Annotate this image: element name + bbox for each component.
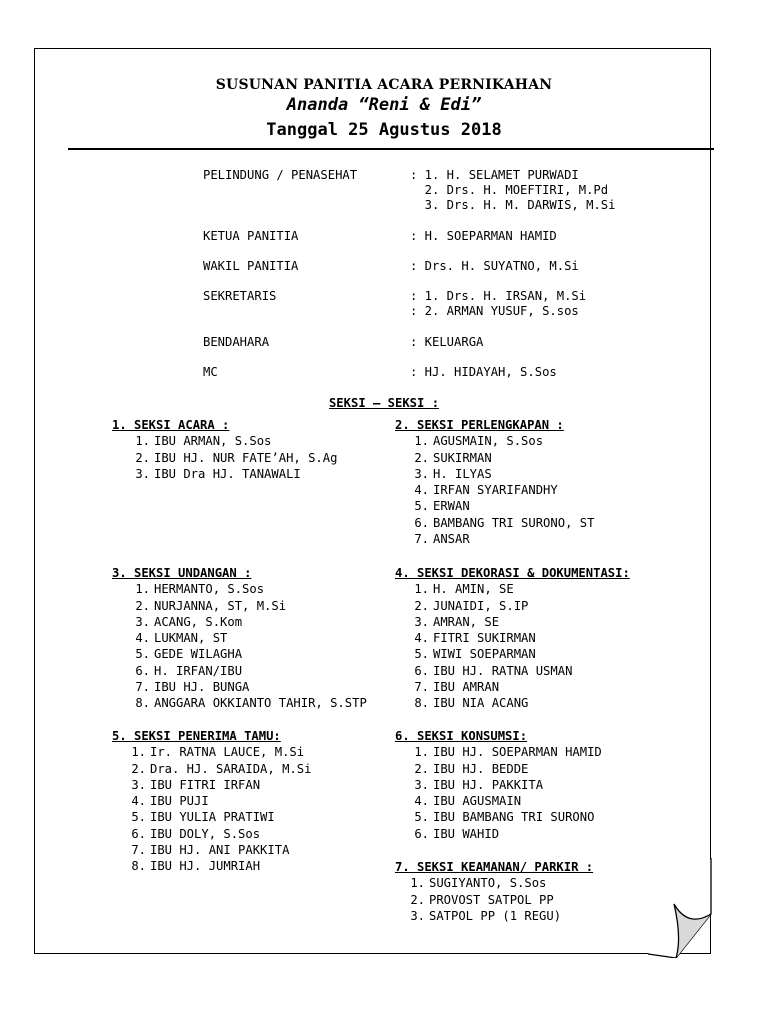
item-number: 8. xyxy=(135,696,150,711)
member-name: IRFAN SYARIFANDHY xyxy=(433,483,558,498)
list-item xyxy=(409,679,630,695)
item-number: 3. xyxy=(135,466,150,481)
member-name: JUNAIDI, S.IP xyxy=(433,598,529,613)
list-item xyxy=(130,695,367,711)
member-name: IBU DOLY, S.Sos xyxy=(150,826,261,841)
list-item xyxy=(409,646,630,662)
item-number: 1. xyxy=(414,582,429,597)
item-number: 8. xyxy=(414,696,429,711)
item-number: 5. xyxy=(135,647,150,662)
item-number: 6. xyxy=(414,826,429,841)
section-konsumsi xyxy=(395,728,602,842)
list-item xyxy=(126,826,311,842)
item-number: 5. xyxy=(414,647,429,662)
item-number: 3. xyxy=(135,614,150,629)
list-item xyxy=(409,793,602,809)
member-name: NURJANNA, ST, M.Si xyxy=(154,598,287,613)
member-name: ERWAN xyxy=(433,499,470,514)
item-number: 5. xyxy=(414,499,429,514)
member-name: ANGGARA OKKIANTO TAHIR, S.STP xyxy=(154,696,367,711)
item-number: 2. xyxy=(414,450,429,465)
officer-value: : 2. ARMAN YUSUF, S.sos xyxy=(410,304,579,318)
list-item xyxy=(126,858,311,874)
list-item xyxy=(130,433,337,449)
member-name: IBU BAMBANG TRI SURONO xyxy=(433,810,595,825)
item-number: 2. xyxy=(414,761,429,776)
member-list xyxy=(409,433,594,547)
list-item xyxy=(409,450,594,466)
member-name: GEDE WILAGHA xyxy=(154,647,243,662)
item-number: 3. xyxy=(414,614,429,629)
section-title: 5. SEKSI PENERIMA TAMU: xyxy=(112,729,281,743)
member-name: Ir. RATNA LAUCE, M.Si xyxy=(150,745,305,760)
item-number: 4. xyxy=(135,631,150,646)
list-item xyxy=(405,908,593,924)
member-name: IBU NIA ACANG xyxy=(433,696,529,711)
member-name: IBU AGUSMAIN xyxy=(433,794,522,809)
item-number: 6. xyxy=(135,663,150,678)
member-name: SUKIRMAN xyxy=(433,450,492,465)
section-title: 7. SEKSI KEAMANAN/ PARKIR : xyxy=(395,860,594,874)
list-item xyxy=(409,466,594,482)
item-number: 7. xyxy=(135,680,150,695)
list-item xyxy=(409,809,602,825)
section-title: 2. SEKSI PERLENGKAPAN : xyxy=(395,418,564,432)
officer-label: KETUA PANITIA xyxy=(203,229,299,243)
member-name: IBU FITRI IRFAN xyxy=(150,777,261,792)
item-number: 4. xyxy=(414,794,429,809)
item-number: 2. xyxy=(131,761,146,776)
member-name: AGUSMAIN, S.Sos xyxy=(433,434,544,449)
member-name: IBU PUJI xyxy=(150,794,209,809)
list-item xyxy=(409,761,602,777)
member-list xyxy=(130,433,337,482)
member-name: IBU YULIA PRATIWI xyxy=(150,810,275,825)
item-number: 2. xyxy=(135,598,150,613)
officer-label: WAKIL PANITIA xyxy=(203,259,299,273)
item-number: 1. xyxy=(135,582,150,597)
item-number: 3. xyxy=(414,777,429,792)
list-item xyxy=(126,809,311,825)
section-dekorasi-dokumentasi xyxy=(395,565,630,712)
list-item xyxy=(130,466,337,482)
item-number: 2. xyxy=(410,892,425,907)
member-name: IBU ARMAN, S.Sos xyxy=(154,434,272,449)
officer-label: BENDAHARA xyxy=(203,335,270,349)
list-item xyxy=(409,744,602,760)
item-number: 3. xyxy=(131,777,146,792)
officer-value: : Drs. H. SUYATNO, M.Si xyxy=(410,259,579,273)
list-item xyxy=(409,663,630,679)
member-name: SUGIYANTO, S.Sos xyxy=(429,876,547,891)
list-item xyxy=(126,842,311,858)
item-number: 2. xyxy=(414,598,429,613)
member-name: SATPOL PP (1 REGU) xyxy=(429,908,562,923)
officer-label: MC xyxy=(203,365,218,379)
list-item xyxy=(409,531,594,547)
list-item xyxy=(409,482,594,498)
member-list xyxy=(409,744,602,842)
item-number: 4. xyxy=(414,483,429,498)
member-name: IBU HJ. BUNGA xyxy=(154,680,250,695)
section-title: 3. SEKSI UNDANGAN : xyxy=(112,566,252,580)
officer-values xyxy=(410,229,557,244)
member-name: IBU HJ. PAKKITA xyxy=(433,777,544,792)
member-name: FITRI SUKIRMAN xyxy=(433,631,536,646)
item-number: 1. xyxy=(135,434,150,449)
item-number: 1. xyxy=(414,745,429,760)
officer-values xyxy=(410,259,579,274)
section-perlengkapan xyxy=(395,417,594,547)
item-number: 7. xyxy=(414,532,429,547)
page-curl-graphic xyxy=(648,858,720,958)
section-title: 1. SEKSI ACARA : xyxy=(112,418,230,432)
item-number: 6. xyxy=(414,663,429,678)
member-name: WIWI SOEPARMAN xyxy=(433,647,536,662)
item-number: 1. xyxy=(131,745,146,760)
member-name: PROVOST SATPOL PP xyxy=(429,892,554,907)
member-list xyxy=(126,744,311,874)
list-item xyxy=(126,793,311,809)
list-item xyxy=(130,450,337,466)
item-number: 4. xyxy=(131,794,146,809)
member-name: ACANG, S.Kom xyxy=(154,614,243,629)
member-name: H. IRFAN/IBU xyxy=(154,663,243,678)
couple-names: Ananda “Reni & Edi” xyxy=(286,95,482,115)
list-item xyxy=(409,777,602,793)
event-date: Tanggal 25 Agustus 2018 xyxy=(266,120,502,140)
item-number: 1. xyxy=(414,434,429,449)
list-item xyxy=(126,744,311,760)
list-item xyxy=(409,498,594,514)
item-number: 8. xyxy=(131,859,146,874)
member-list xyxy=(405,875,593,924)
list-item xyxy=(130,646,367,662)
list-item xyxy=(405,892,593,908)
member-name: ANSAR xyxy=(433,532,470,547)
document-title: SUSUNAN PANITIA ACARA PERNIKAHAN xyxy=(215,77,553,93)
member-name: H. AMIN, SE xyxy=(433,582,514,597)
list-item xyxy=(409,695,630,711)
member-name: IBU HJ. NUR FATE’AH, S.Ag xyxy=(154,450,338,465)
list-item xyxy=(409,598,630,614)
item-number: 5. xyxy=(414,810,429,825)
member-name: IBU WAHID xyxy=(433,826,500,841)
section-penerima-tamu xyxy=(112,728,311,875)
item-number: 7. xyxy=(131,843,146,858)
officer-label: PELINDUNG / PENASEHAT xyxy=(203,168,358,182)
list-item xyxy=(409,581,630,597)
member-name: HERMANTO, S.Sos xyxy=(154,582,265,597)
member-name: IBU Dra HJ. TANAWALI xyxy=(154,466,301,481)
item-number: 7. xyxy=(414,680,429,695)
list-item xyxy=(126,777,311,793)
list-item xyxy=(409,515,594,531)
officer-values xyxy=(410,335,483,350)
list-item xyxy=(130,663,367,679)
officer-value: : HJ. HIDAYAH, S.Sos xyxy=(410,365,557,379)
member-name: LUKMAN, ST xyxy=(154,631,228,646)
list-item xyxy=(409,433,594,449)
officer-value: 3. Drs. H. M. DARWIS, M.Si xyxy=(410,198,616,212)
list-item xyxy=(409,630,630,646)
section-title: 6. SEKSI KONSUMSI: xyxy=(395,729,528,743)
member-name: IBU HJ. RATNA USMAN xyxy=(433,663,573,678)
list-item xyxy=(405,875,593,891)
list-item xyxy=(130,630,367,646)
member-list xyxy=(130,581,367,711)
list-item xyxy=(409,614,630,630)
list-item xyxy=(130,581,367,597)
officer-values xyxy=(410,365,557,380)
item-number: 6. xyxy=(414,515,429,530)
officer-value: : 1. Drs. H. IRSAN, M.Si xyxy=(410,289,587,303)
item-number: 2. xyxy=(135,450,150,465)
officer-value: : 1. H. SELAMET PURWADI xyxy=(410,168,579,182)
member-list xyxy=(409,581,630,711)
list-item xyxy=(409,826,602,842)
item-number: 3. xyxy=(414,466,429,481)
member-name: IBU HJ. SOEPARMAN HAMID xyxy=(433,745,602,760)
officer-label: SEKRETARIS xyxy=(203,289,277,303)
item-number: 1. xyxy=(410,876,425,891)
item-number: 5. xyxy=(131,810,146,825)
list-item xyxy=(130,679,367,695)
member-name: IBU AMRAN xyxy=(433,680,500,695)
member-name: AMRAN, SE xyxy=(433,614,500,629)
officer-value: : H. SOEPARMAN HAMID xyxy=(410,229,557,243)
member-name: IBU HJ. ANI PAKKITA xyxy=(150,843,290,858)
header-divider xyxy=(68,148,714,150)
section-keamanan-parkir xyxy=(395,859,593,924)
officer-value: : KELUARGA xyxy=(410,335,484,349)
sections-heading: SEKSI – SEKSI : xyxy=(328,396,440,410)
officer-values xyxy=(410,168,615,213)
item-number: 3. xyxy=(410,908,425,923)
member-name: BAMBANG TRI SURONO, ST xyxy=(433,515,595,530)
list-item xyxy=(130,614,367,630)
officer-values xyxy=(410,289,586,319)
officer-value: 2. Drs. H. MOEFTIRI, M.Pd xyxy=(410,183,609,197)
section-acara xyxy=(112,417,337,482)
list-item xyxy=(130,598,367,614)
item-number: 6. xyxy=(131,826,146,841)
member-name: Dra. HJ. SARAIDA, M.Si xyxy=(150,761,312,776)
list-item xyxy=(126,761,311,777)
item-number: 4. xyxy=(414,631,429,646)
section-undangan xyxy=(112,565,367,712)
section-title: 4. SEKSI DEKORASI & DOKUMENTASI: xyxy=(395,566,630,580)
member-name: H. ILYAS xyxy=(433,466,492,481)
member-name: IBU HJ. BEDDE xyxy=(433,761,529,776)
member-name: IBU HJ. JUMRIAH xyxy=(150,859,261,874)
